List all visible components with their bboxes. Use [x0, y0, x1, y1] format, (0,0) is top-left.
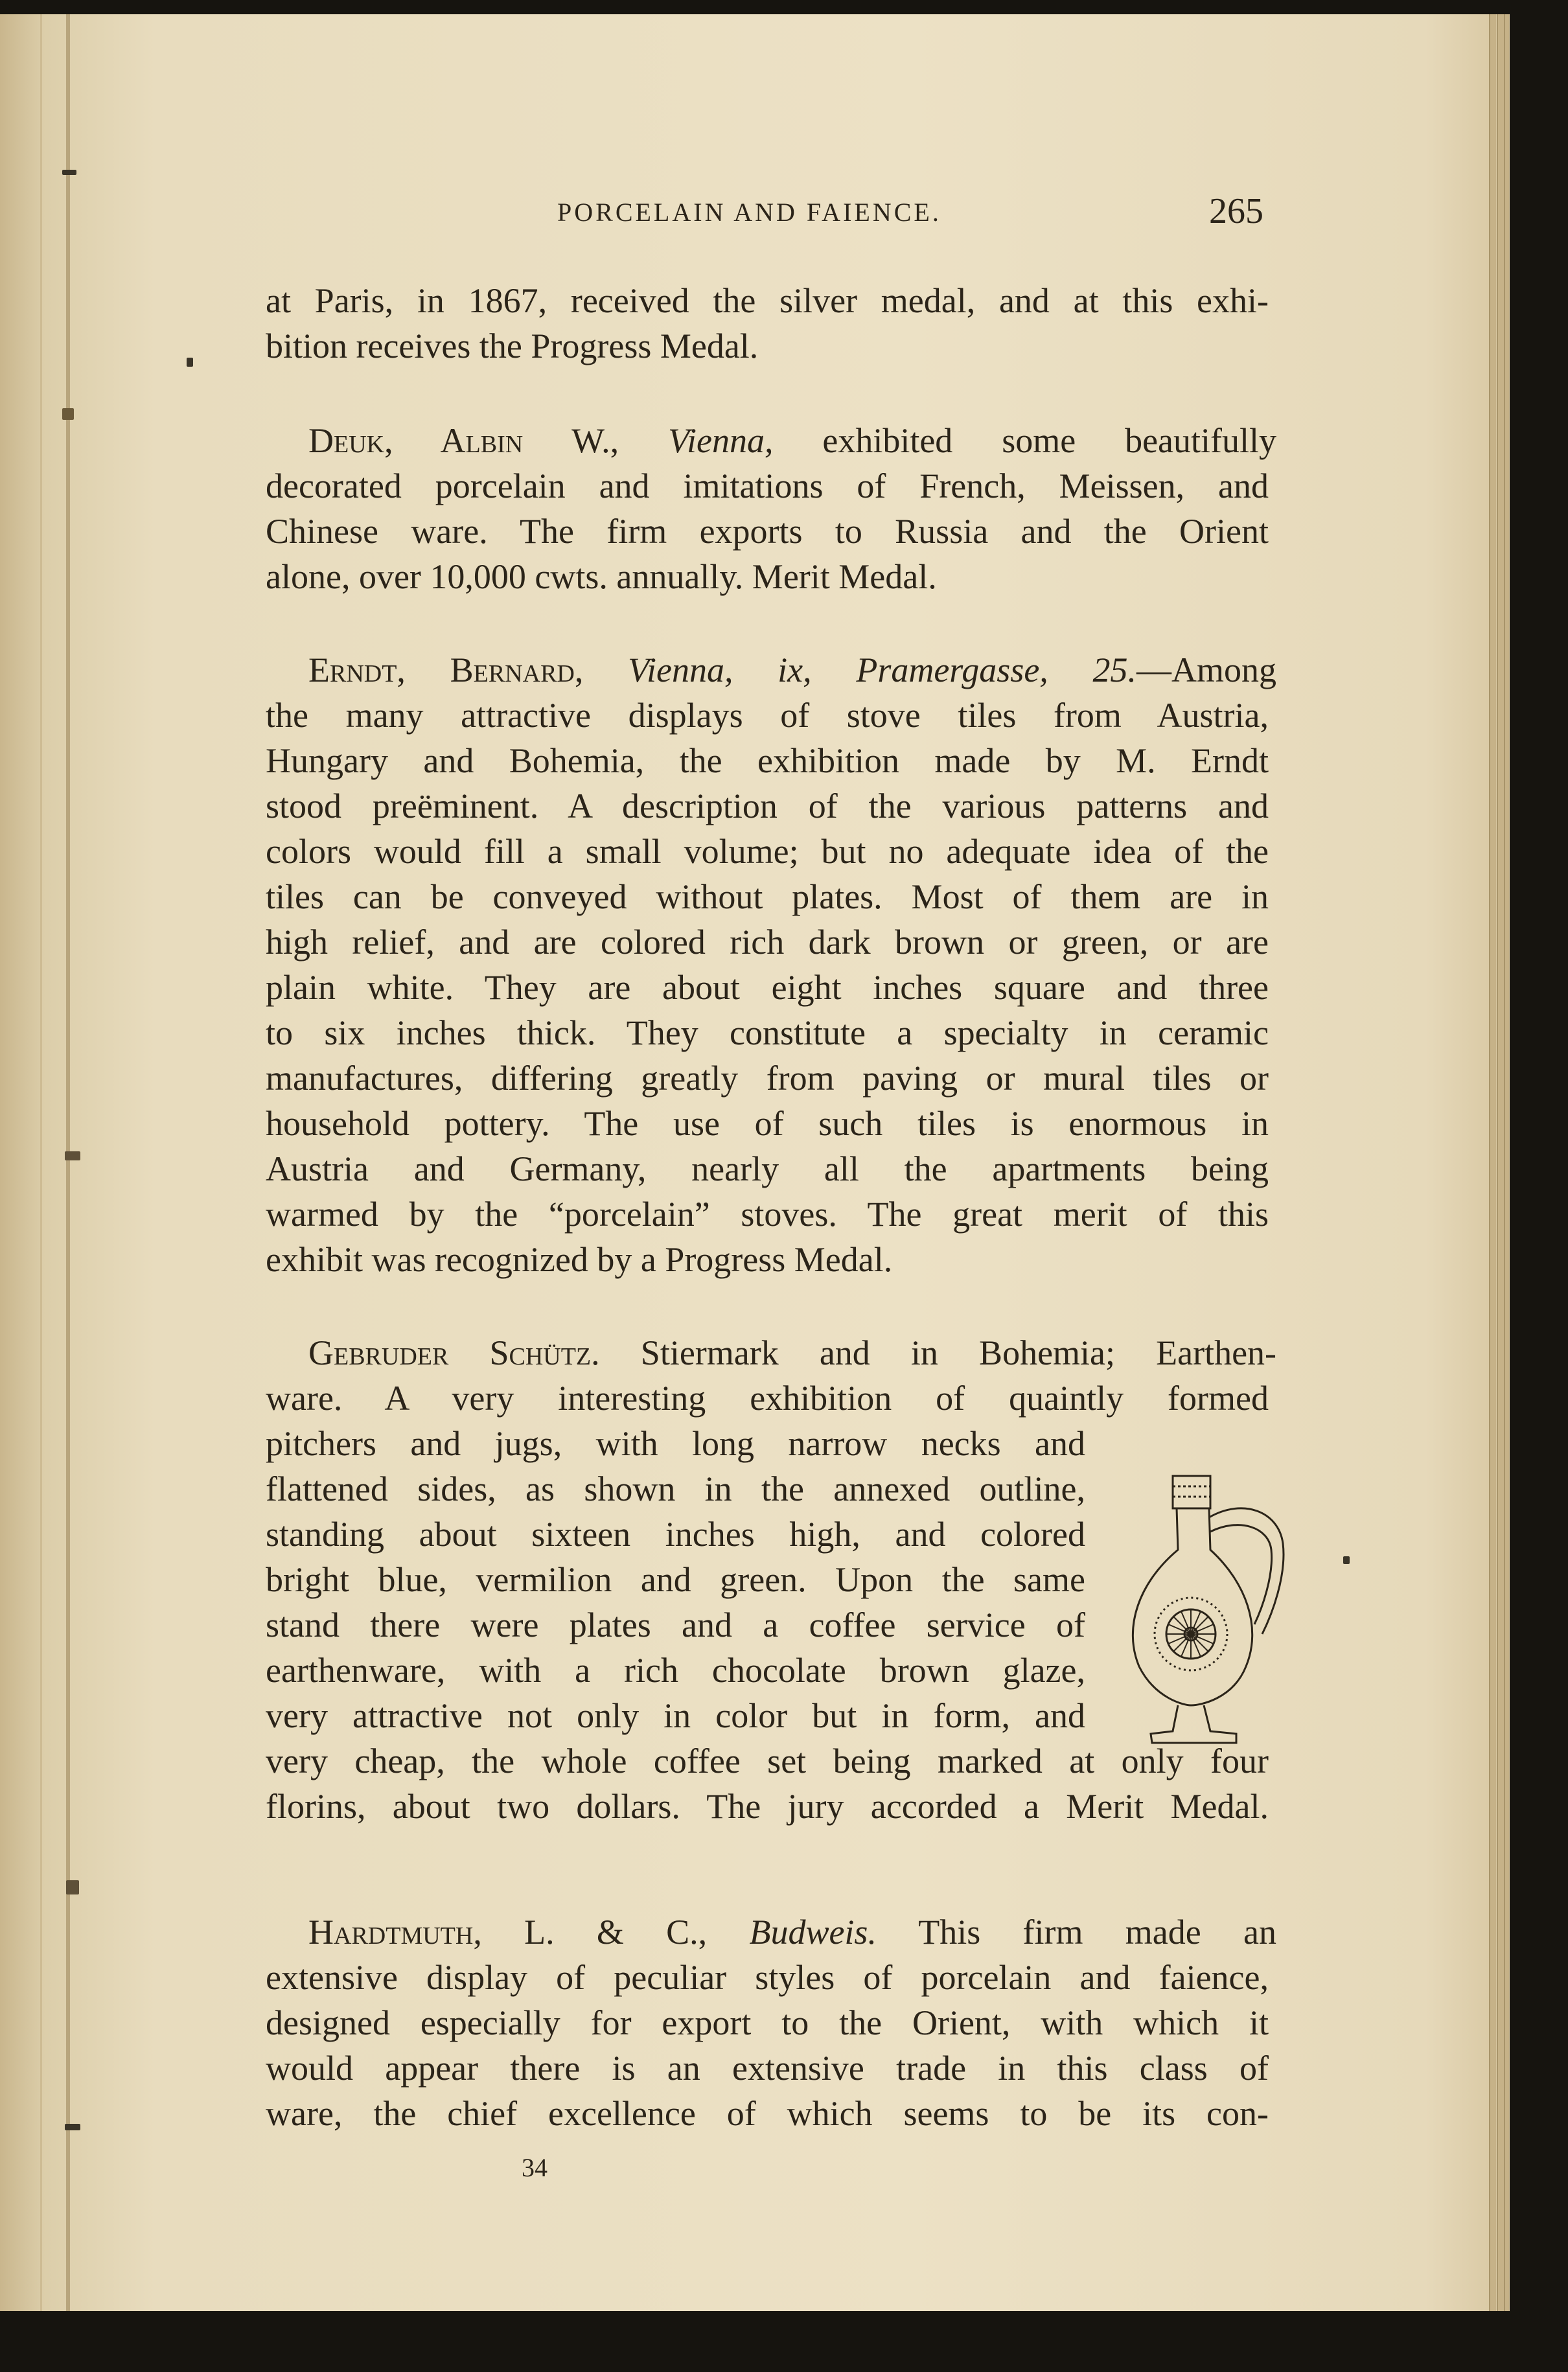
text-line: bition receives the Progress Medal. — [266, 327, 759, 365]
exhibitor-place: Vienna, — [668, 421, 774, 460]
text-line: stand there were plates and a coffee service of — [266, 1606, 1085, 1644]
text-line: very cheap, the whole coffee set being marked at only four — [266, 1742, 1269, 1780]
text-line: standing about sixteen inches high, and colored — [266, 1515, 1085, 1554]
text-line: manufactures, differing greatly from paving or mural tiles or — [266, 1059, 1269, 1098]
text-line: household pottery. The use of such tiles is enormous in — [266, 1104, 1269, 1143]
text-line: plain white. They are about eight inches square and three — [266, 968, 1269, 1007]
text-line: florins, about two dollars. The jury accorded a Merit Medal. — [266, 1787, 1269, 1826]
jug-foot — [1151, 1705, 1236, 1743]
entry-hardtmuth-first-line — [308, 1913, 1276, 1952]
exhibitor-place: Budweis. — [749, 1913, 877, 1952]
text-line: exhibited some beautifully — [822, 421, 1277, 460]
text-line: Hungary and Bohemia, the exhibition made by M. Erndt — [266, 741, 1269, 780]
text-line: stood preëminent. A description of the various patterns and — [266, 787, 1269, 825]
binding-mark — [65, 2124, 80, 2130]
text-line: at Paris, in 1867, received the silver medal, and at this exhi- — [266, 281, 1269, 320]
binding-mark — [62, 170, 76, 175]
text-line: This firm made an — [918, 1913, 1276, 1952]
text-line: would appear there is an extensive trade in this class of — [266, 2049, 1269, 2088]
exhibitor-name: Gebruder Schütz. — [308, 1333, 600, 1372]
text-line: Stiermark and in Bohemia; Earthen- — [640, 1333, 1277, 1372]
jug-illustration — [1113, 1472, 1308, 1757]
entry-schutz-first-line — [308, 1333, 1276, 1372]
jug-handle-inner — [1210, 1525, 1272, 1624]
text-line: bright blue, vermilion and green. Upon the same — [266, 1560, 1085, 1599]
text-line: to six inches thick. They constitute a specialty in ceramic — [266, 1013, 1269, 1052]
text-line: colors would fill a small volume; but no adequate idea of the — [266, 832, 1269, 871]
text-line: Chinese ware. The firm exports to Russia and the Orient — [266, 512, 1269, 551]
text-line: extensive display of peculiar styles of porcelain and faience, — [266, 1958, 1269, 1997]
text-line: exhibit was recognized by a Progress Medal. — [266, 1240, 893, 1279]
page-edge — [1489, 14, 1496, 2311]
text-line: high relief, and are colored rich dark brown or green, or are — [266, 923, 1269, 961]
exhibitor-place: Vienna, ix, Pramergasse, 25. — [628, 651, 1136, 689]
binding-mark — [66, 1880, 79, 1894]
gutter-line — [66, 14, 70, 2311]
book-page — [0, 14, 1510, 2311]
signature-mark: 34 — [522, 2153, 548, 2182]
exhibitor-name: Deuk, Albin W., — [308, 421, 619, 460]
binding-mark — [65, 1151, 80, 1160]
entry-erndt-first-line — [308, 651, 1276, 689]
running-header: PORCELAIN AND FAIENCE. — [557, 198, 941, 227]
text-line: designed especially for export to the Orient, with which it — [266, 2003, 1269, 2042]
ink-speck — [1343, 1556, 1350, 1564]
text-line: ware, the chief excellence of which seems to be its con- — [266, 2094, 1269, 2133]
text-line: ware. A very interesting exhibition of quaintly formed — [266, 1379, 1269, 1418]
page-edge — [1504, 14, 1509, 2311]
text-line: earthenware, with a rich chocolate brown glaze, — [266, 1651, 1085, 1690]
text-line: the many attractive displays of stove tiles from Austria, — [266, 696, 1269, 735]
jug-body — [1133, 1508, 1252, 1705]
ink-speck — [187, 358, 193, 367]
text-line: warmed by the “porcelain” stoves. The great merit of this — [266, 1195, 1269, 1234]
text-line: flattened sides, as shown in the annexed outline, — [266, 1469, 1085, 1508]
exhibitor-name: Hardtmuth, L. & C., — [308, 1913, 708, 1952]
binding-mark — [62, 408, 74, 420]
text-line: tiles can be conveyed without plates. Most of them are in — [266, 877, 1269, 916]
text-line: decorated porcelain and imitations of French, Meissen, and — [266, 466, 1269, 505]
text-line: pitchers and jugs, with long narrow necks and — [266, 1424, 1085, 1463]
entry-deuk-first-line — [308, 421, 1276, 460]
text-line: Austria and Germany, nearly all the apartments being — [266, 1149, 1269, 1188]
text-line: alone, over 10,000 cwts. annually. Merit Medal. — [266, 557, 937, 596]
page-number: 265 — [1209, 191, 1263, 231]
gutter-shadow — [40, 14, 42, 2311]
exhibitor-name: Erndt, Bernard, — [308, 651, 584, 689]
page-edge — [1497, 14, 1504, 2311]
text-line: —Among — [1136, 651, 1276, 689]
jug-neck-top — [1173, 1476, 1210, 1508]
text-line: very attractive not only in color but in form, and — [266, 1696, 1085, 1735]
